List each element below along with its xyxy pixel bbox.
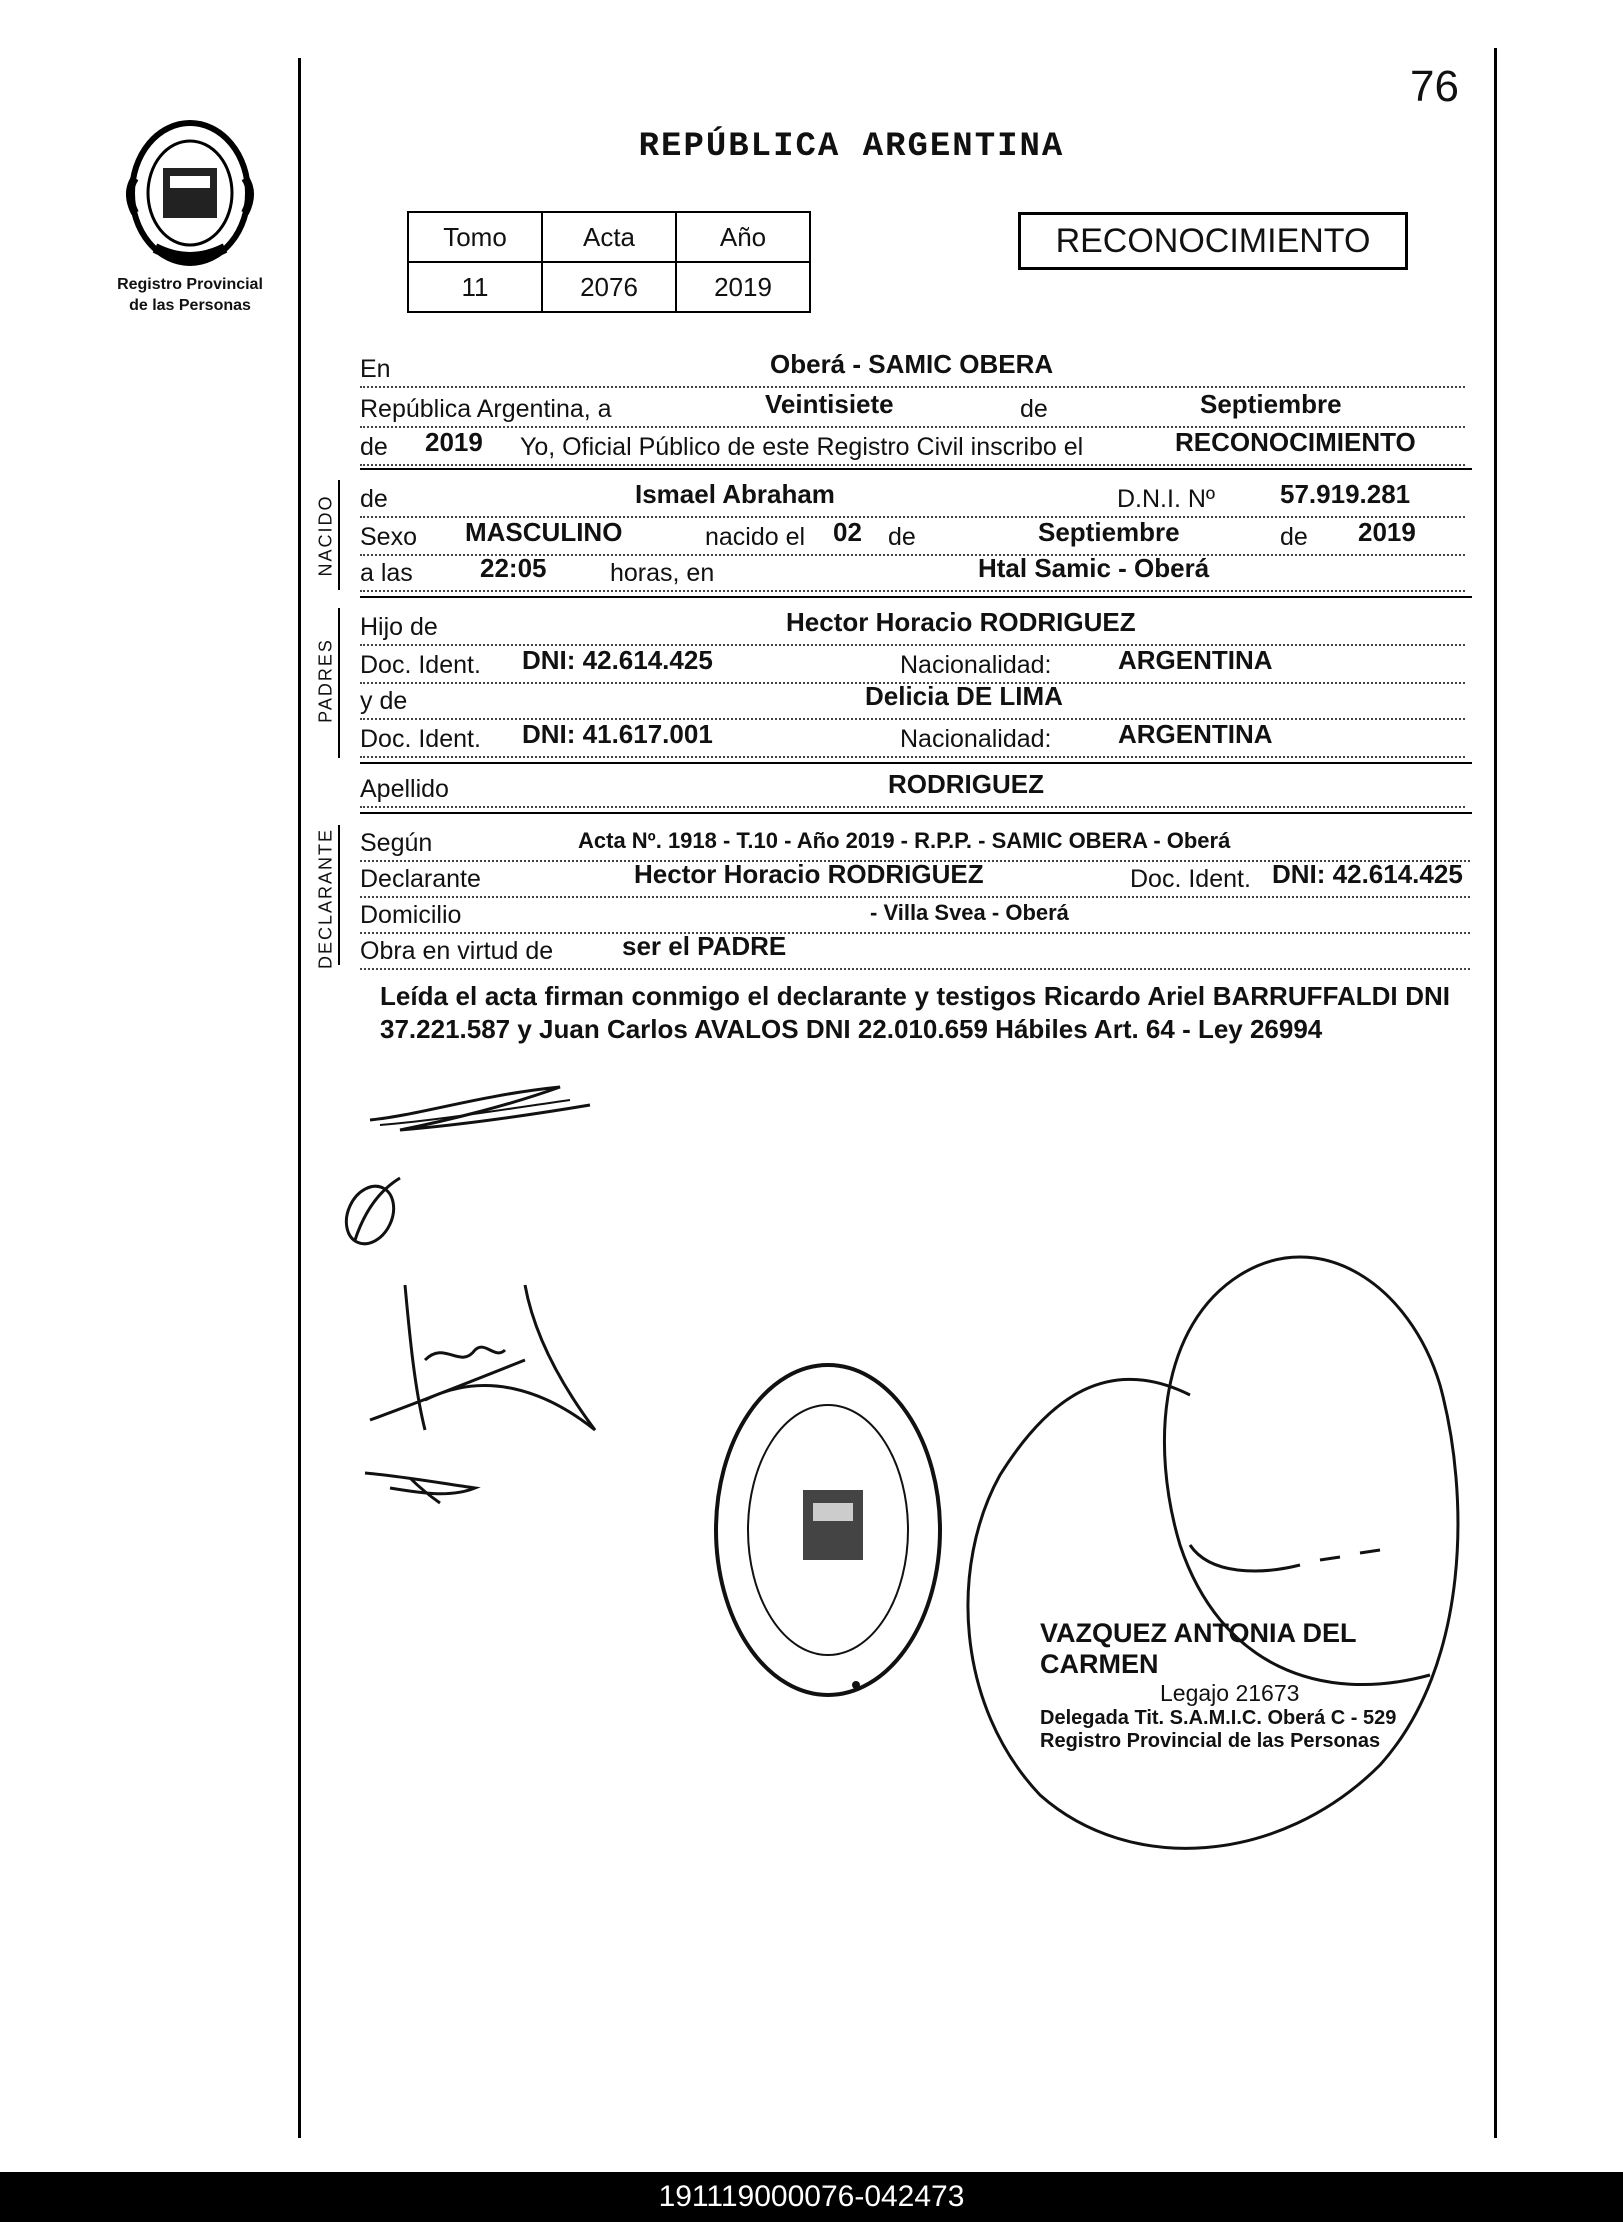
label-dni: D.N.I. Nº bbox=[1117, 485, 1216, 513]
label-nacido: nacido el bbox=[705, 523, 806, 551]
row-doc2 bbox=[360, 719, 1465, 758]
row-sexo bbox=[360, 517, 1465, 556]
row-domicilio bbox=[360, 898, 1470, 934]
padres-side-label: PADRES bbox=[315, 638, 336, 723]
value-year: 2019 bbox=[425, 427, 483, 457]
logo-caption-line2: de las Personas bbox=[129, 297, 251, 314]
ref-header-anio: Año bbox=[676, 212, 810, 262]
row-obra bbox=[360, 931, 1470, 970]
row-en bbox=[360, 349, 1465, 388]
divider-2 bbox=[360, 596, 1472, 598]
page-number: 76 bbox=[1410, 62, 1459, 111]
declarante-bar bbox=[338, 825, 340, 965]
label-obra: Obra en virtud de bbox=[360, 937, 554, 965]
label-year: de bbox=[360, 433, 388, 461]
value-doc1: DNI: 42.614.425 bbox=[522, 645, 713, 675]
padres-bar bbox=[338, 608, 340, 758]
document-title: REPÚBLICA ARGENTINA bbox=[638, 128, 1065, 166]
value-nac2: ARGENTINA bbox=[1118, 719, 1273, 749]
signature-4-icon bbox=[360, 1458, 480, 1508]
divider-1 bbox=[360, 468, 1472, 470]
label-doc1: Doc. Ident. bbox=[360, 651, 481, 679]
closing-paragraph: Leída el acta firman conmigo el declarante y testigos Ricardo Ariel BARRUFFALDI DNI 37.221.587 y Juan Carlos AVALOS DNI 22.010.659 Hábiles Art. 64 - Ley 26994 bbox=[380, 981, 1450, 1044]
value-sexo: MASCULINO bbox=[465, 517, 623, 547]
divider-3 bbox=[360, 762, 1472, 764]
label-yde: y de bbox=[360, 687, 408, 715]
signature-3-icon bbox=[365, 1280, 605, 1440]
label-name: de bbox=[360, 485, 388, 513]
official-name: VAZQUEZ ANTONIA DEL CARMEN bbox=[1040, 1618, 1357, 1679]
label-hijo: Hijo de bbox=[360, 613, 438, 641]
official-signature-icon bbox=[960, 1245, 1520, 1880]
official-office: Registro Provincial de las Personas bbox=[1040, 1730, 1381, 1752]
value-segun: Acta Nº. 1918 - T.10 - Año 2019 - R.P.P. - SAMIC OBERA - Oberá bbox=[578, 828, 1231, 853]
value-apellido: RODRIGUEZ bbox=[888, 769, 1044, 799]
value-birth-day: 02 bbox=[833, 517, 862, 547]
row-yde bbox=[360, 681, 1465, 720]
official-role: Delegada Tit. S.A.M.I.C. Oberá C - 529 bbox=[1040, 1707, 1397, 1729]
label-doc2: Doc. Ident. bbox=[360, 725, 481, 753]
label-apellido: Apellido bbox=[360, 775, 449, 803]
left-margin-line bbox=[298, 58, 301, 2138]
provincial-seal-icon bbox=[125, 118, 255, 268]
logo-caption-line1: Registro Provincial bbox=[117, 276, 263, 293]
row-hijo bbox=[360, 607, 1465, 646]
value-father: Hector Horacio RODRIGUEZ bbox=[786, 607, 1136, 637]
divider-4 bbox=[360, 812, 1472, 814]
label-declarante: Declarante bbox=[360, 865, 481, 893]
official-legajo: Legajo 21673 bbox=[1160, 1680, 1300, 1706]
label-nac1: Nacionalidad: bbox=[900, 651, 1052, 679]
label-sexo: Sexo bbox=[360, 523, 417, 551]
nacido-bar bbox=[338, 480, 340, 590]
declarante-side-label: DECLARANTE bbox=[315, 827, 336, 970]
act-type-box: RECONOCIMIENTO bbox=[1018, 212, 1408, 270]
value-declarante: Hector Horacio RODRIGUEZ bbox=[634, 859, 984, 889]
value-en: Oberá - SAMIC OBERA bbox=[770, 349, 1054, 379]
ref-header-acta: Acta bbox=[542, 212, 676, 262]
label-domicilio: Domicilio bbox=[360, 901, 462, 929]
value-mother: Delicia DE LIMA bbox=[865, 681, 1063, 711]
ref-value-tomo: 11 bbox=[408, 262, 542, 312]
value-place: Htal Samic - Oberá bbox=[978, 553, 1210, 583]
value-nac1: ARGENTINA bbox=[1118, 645, 1273, 675]
row-republica bbox=[360, 389, 1465, 428]
row-name bbox=[360, 479, 1465, 518]
ref-value-anio: 2019 bbox=[676, 262, 810, 312]
row-doc1 bbox=[360, 645, 1465, 684]
label-republica: República Argentina, a bbox=[360, 395, 612, 423]
signature-1-icon bbox=[360, 1075, 620, 1145]
value-birth-month: Septiembre bbox=[1038, 517, 1180, 547]
value-doc2: DNI: 41.617.001 bbox=[522, 719, 713, 749]
row-segun bbox=[360, 826, 1470, 862]
official-stamp-icon bbox=[708, 1355, 948, 1705]
value-doc3: DNI: 42.614.425 bbox=[1272, 859, 1463, 889]
nacido-side-label: NACIDO bbox=[315, 494, 336, 577]
value-hour: 22:05 bbox=[480, 553, 547, 583]
value-month: Septiembre bbox=[1200, 389, 1342, 419]
ref-header-tomo: Tomo bbox=[408, 212, 542, 262]
value-obra: ser el PADRE bbox=[622, 931, 787, 961]
label-birth-de1: de bbox=[888, 523, 916, 551]
signature-2-icon bbox=[335, 1170, 415, 1250]
document-id-bar: 191119000076-042473 bbox=[0, 2172, 1623, 2222]
value-domicilio: - Villa Svea - Oberá bbox=[870, 900, 1069, 925]
label-de: de bbox=[1020, 395, 1048, 423]
value-day: Veintisiete bbox=[765, 389, 894, 419]
ref-value-acta: 2076 bbox=[542, 262, 676, 312]
label-segun: Según bbox=[360, 829, 433, 857]
row-year bbox=[360, 427, 1465, 466]
label-alas: a las bbox=[360, 559, 413, 587]
label-birth-de2: de bbox=[1280, 523, 1308, 551]
official-signature-block bbox=[1040, 1618, 1470, 1753]
label-nac2: Nacionalidad: bbox=[900, 725, 1052, 753]
reference-table bbox=[407, 211, 811, 313]
label-en: En bbox=[360, 355, 391, 383]
label-horas: horas, en bbox=[610, 559, 715, 587]
row-apellido bbox=[360, 769, 1465, 808]
row-hora bbox=[360, 553, 1465, 592]
label-doc3: Doc. Ident. bbox=[1130, 865, 1251, 893]
value-dni: 57.919.281 bbox=[1280, 479, 1411, 509]
value-name: Ismael Abraham bbox=[635, 479, 835, 509]
row-declarante bbox=[360, 859, 1470, 898]
registry-logo bbox=[100, 118, 280, 315]
value-birth-year: 2019 bbox=[1358, 517, 1416, 547]
value-yo: RECONOCIMIENTO bbox=[1175, 427, 1416, 457]
label-yo: Yo, Oficial Público de este Registro Civil inscribo el bbox=[520, 433, 1084, 461]
